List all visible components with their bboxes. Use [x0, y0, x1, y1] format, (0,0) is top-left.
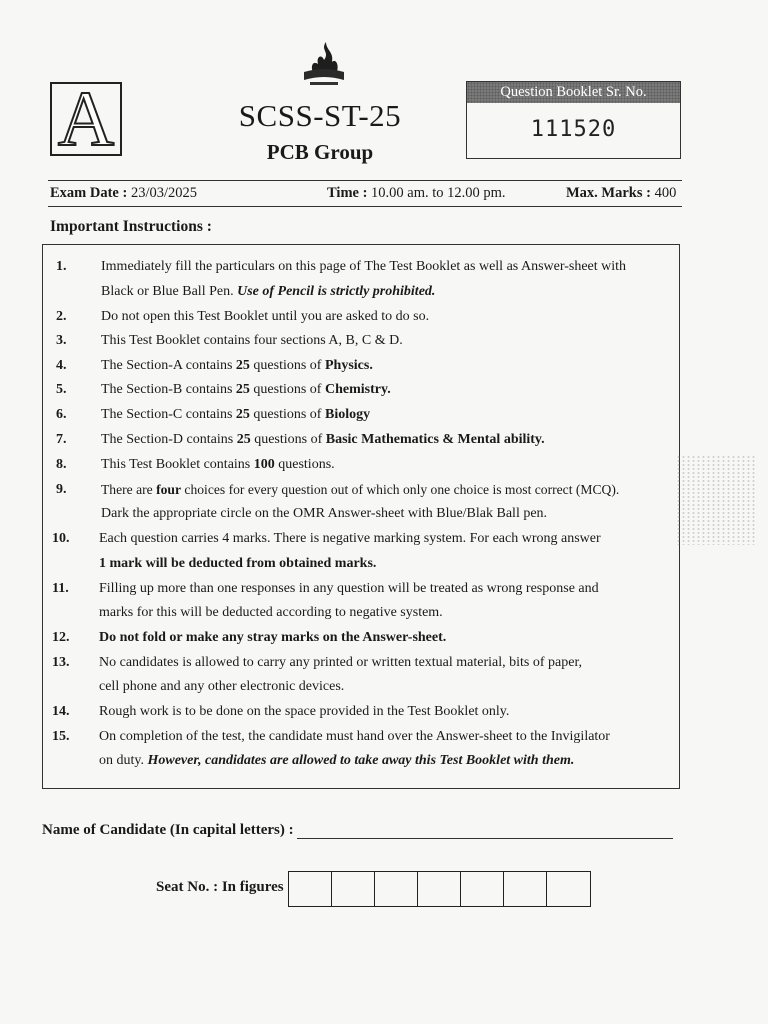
seat-number-label: Seat No. : In figures	[156, 879, 284, 895]
info-top-rule	[48, 180, 682, 181]
booklet-serial-number: 111520	[530, 117, 617, 142]
instruction-number: 2.	[56, 309, 67, 324]
instruction-number: 13.	[52, 655, 70, 670]
set-letter-box	[50, 75, 122, 162]
instruction-text: 1 mark will be deducted from obtained marks.	[99, 556, 377, 571]
instruction-text: marks for this will be deducted according to negative system.	[99, 605, 443, 620]
instruction-text: Do not fold or make any stray marks on the Answer-sheet.	[99, 630, 447, 645]
instruction-text: Each question carries 4 marks. There is negative marking system. For each wrong answer	[99, 531, 601, 546]
instruction-number: 9.	[56, 482, 67, 497]
exam-time: Time : 10.00 am. to 12.00 pm.	[327, 185, 506, 201]
info-bottom-rule	[48, 206, 682, 207]
seat-digit-box[interactable]	[375, 872, 418, 906]
seat-digit-box[interactable]	[547, 872, 590, 906]
instruction-number: 1.	[56, 259, 67, 274]
seat-digit-box[interactable]	[461, 872, 504, 906]
instruction-text: on duty. However, candidates are allowed to take away this Test Booklet with them.	[99, 753, 575, 768]
instruction-number: 4.	[56, 358, 67, 373]
instruction-text: The Section-B contains 25 questions of Chemistry.	[101, 382, 391, 397]
exam-date: Exam Date : 23/03/2025	[50, 185, 198, 201]
instruction-text: Do not open this Test Booklet until you are asked to do so.	[101, 309, 430, 324]
instruction-number: 7.	[56, 432, 67, 447]
instruction-number: 8.	[56, 457, 67, 472]
instructions-box	[42, 244, 680, 789]
instruction-number: 5.	[56, 382, 67, 397]
instructions-heading: Important Instructions :	[50, 218, 212, 235]
seat-digit-box[interactable]	[332, 872, 375, 906]
scan-speckle	[676, 455, 756, 545]
instruction-text: The Section-C contains 25 questions of Biology	[101, 407, 371, 422]
exam-code-title: SCSS-ST-25	[238, 98, 402, 133]
instruction-text: Filling up more than one responses in any question will be treated as wrong response and	[99, 581, 599, 596]
instruction-text: This Test Booklet contains four sections A, B, C & D.	[101, 333, 403, 348]
instruction-number: 10.	[52, 531, 70, 546]
instruction-text: Black or Blue Ball Pen. Use of Pencil is strictly prohibited.	[101, 284, 436, 299]
instruction-number: 6.	[56, 407, 67, 422]
instruction-text: The Section-A contains 25 questions of Physics.	[101, 358, 373, 373]
candidate-name-field[interactable]	[297, 838, 673, 839]
instruction-text: On completion of the test, the candidate must hand over the Answer-sheet to the Invigilator	[99, 729, 610, 744]
instruction-text: Immediately fill the particulars on this page of The Test Booklet as well as Answer-sheet with	[101, 259, 627, 274]
seat-number-boxes	[288, 871, 591, 907]
instruction-text: cell phone and any other electronic devices.	[99, 679, 345, 694]
set-letter: A	[57, 75, 115, 162]
instruction-number: 12.	[52, 630, 70, 645]
candidate-name-label: Name of Candidate (In capital letters) :	[42, 822, 294, 838]
instruction-text: Rough work is to be done on the space provided in the Test Booklet only.	[99, 704, 510, 719]
instruction-text: This Test Booklet contains 100 questions.	[101, 457, 335, 472]
instruction-number: 3.	[56, 333, 67, 348]
seat-digit-box[interactable]	[289, 872, 332, 906]
seat-digit-box[interactable]	[418, 872, 461, 906]
booklet-serial-label: Question Booklet Sr. No.	[467, 82, 680, 103]
booklet-serial-box	[466, 81, 681, 159]
instruction-number: 14.	[52, 704, 70, 719]
instruction-text: Dark the appropriate circle on the OMR Answer-sheet with Blue/Blak Ball pen.	[101, 506, 548, 521]
instruction-text: No candidates is allowed to carry any printed or written textual material, bits of paper,	[99, 655, 583, 670]
seat-digit-box[interactable]	[504, 872, 547, 906]
flame-book-logo-icon	[296, 40, 352, 88]
instruction-text: The Section-D contains 25 questions of Basic Mathematics & Mental ability.	[101, 432, 545, 447]
instruction-text: There are four choices for every question out of which only one choice is most correct (MCQ).	[101, 482, 620, 497]
instruction-number: 11.	[52, 581, 69, 596]
group-title: PCB Group	[266, 140, 374, 164]
instruction-number: 15.	[52, 729, 70, 744]
max-marks: Max. Marks : 400	[566, 185, 677, 201]
